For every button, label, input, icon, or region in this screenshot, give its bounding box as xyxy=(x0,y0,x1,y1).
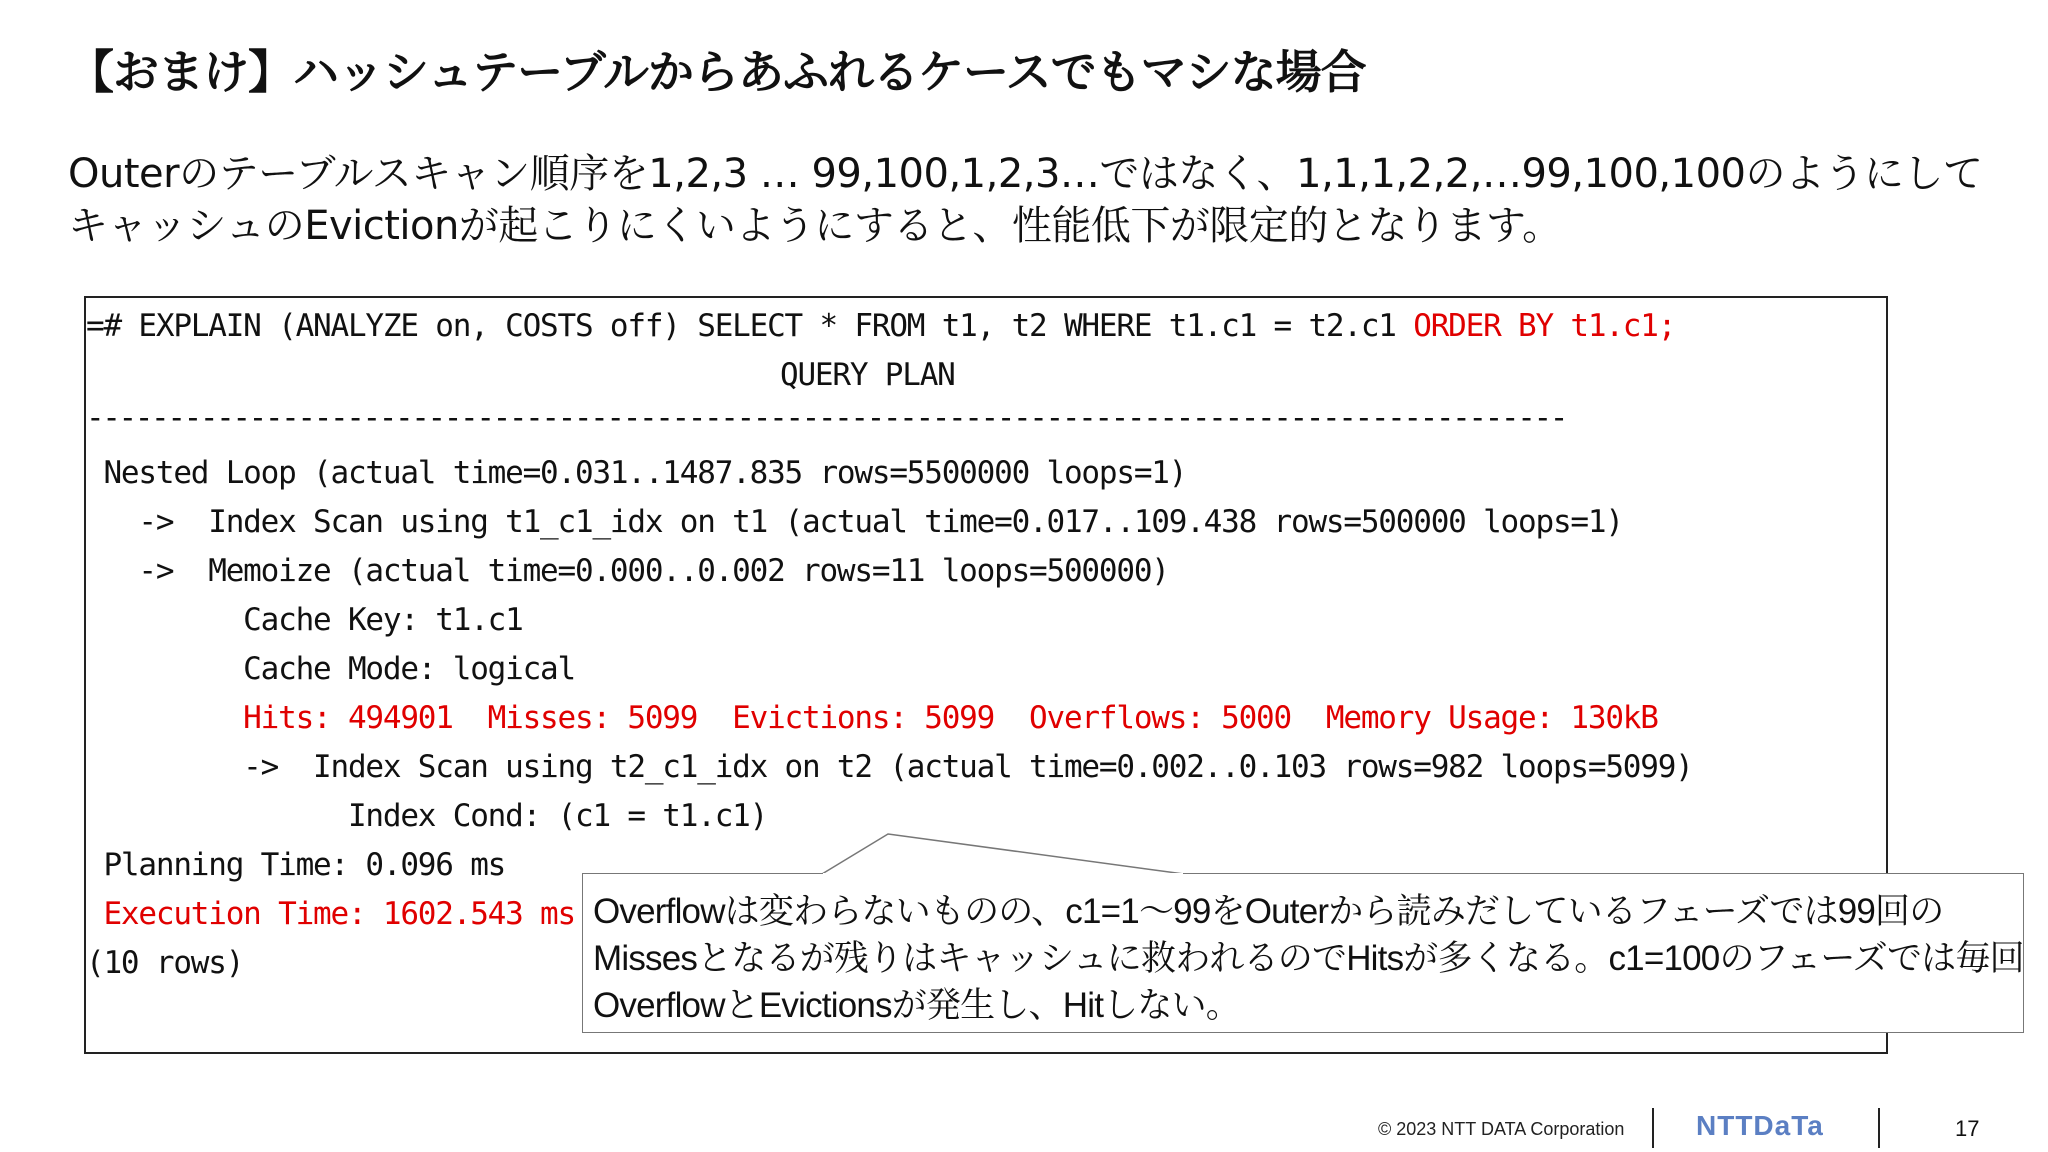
plan-line-index-scan-t1: -> Index Scan using t1_c1_idx on t1 (actual time=0.017..109.438 rows=500000 loops=1) xyxy=(86,504,1623,540)
query-plan-header: QUERY PLAN xyxy=(780,357,955,393)
plan-line-execution-time: Execution Time: 1602.543 ms xyxy=(86,896,575,932)
plan-line-cache-mode: Cache Mode: logical xyxy=(86,651,575,687)
page-number: 17 xyxy=(1955,1116,1980,1141)
plan-line-row-count: (10 rows) xyxy=(86,945,244,981)
footer-divider xyxy=(1878,1108,1880,1148)
slide-title: 【おまけ】ハッシュテーブルからあふれるケースでもマシな場合 xyxy=(68,45,1366,99)
plan-line-planning-time: Planning Time: 0.096 ms xyxy=(86,847,506,883)
lead-line-2: キャッシュのEvictionが起こりにくいようにすると、性能低下が限定的となります。 xyxy=(68,203,1562,249)
explain-command xyxy=(86,306,1675,346)
footer-divider xyxy=(1652,1108,1654,1148)
plan-line-cache-stats: Hits: 494901 Misses: 5099 Evictions: 5099 Overflows: 5000 Memory Usage: 130kB xyxy=(86,700,1658,736)
explain-command-text: =# EXPLAIN (ANALYZE on, COSTS off) SELECT * FROM t1, t2 WHERE t1.c1 = t2.c1 xyxy=(86,308,1414,344)
callout-line-3: OverflowとEvictionsが発生し、Hitしない。 xyxy=(593,986,1240,1025)
company-logo: NTTDaTa xyxy=(1696,1110,1824,1141)
plan-line-index-cond: Index Cond: (c1 = t1.c1) xyxy=(86,798,768,834)
header-rule: ------------------------------------------------------------------------------------------- xyxy=(86,400,1566,436)
lead-text xyxy=(68,148,1988,252)
copyright: © 2023 NTT DATA Corporation xyxy=(1378,1119,1625,1139)
plan-line-cache-key: Cache Key: t1.c1 xyxy=(86,602,523,638)
callout-line-1: Overflowは変わらないものの、c1=1～99をOuterから読みだしているフェーズでは99回の xyxy=(593,892,1944,931)
callout-note xyxy=(582,873,2024,1033)
plan-line-memoize: -> Memoize (actual time=0.000..0.002 rows=11 loops=500000) xyxy=(86,553,1169,589)
callout-line-2: Missesとなるが残りはキャッシュに救われるのでHitsが多くなる。c1=100のフェーズでは毎回 xyxy=(593,939,2024,978)
plan-line-index-scan-t2: -> Index Scan using t2_c1_idx on t2 (actual time=0.002..0.103 rows=982 loops=5099) xyxy=(86,749,1693,785)
order-by-highlight: ORDER BY t1.c1; xyxy=(1413,308,1676,344)
lead-line-1: Outerのテーブルスキャン順序を1,2,3 … 99,100,1,2,3…ではなく、1,1,1,2,2,…99,100,100のようにして xyxy=(68,151,1983,197)
plan-line-nested-loop: Nested Loop (actual time=0.031..1487.835 rows=5500000 loops=1) xyxy=(86,455,1187,491)
